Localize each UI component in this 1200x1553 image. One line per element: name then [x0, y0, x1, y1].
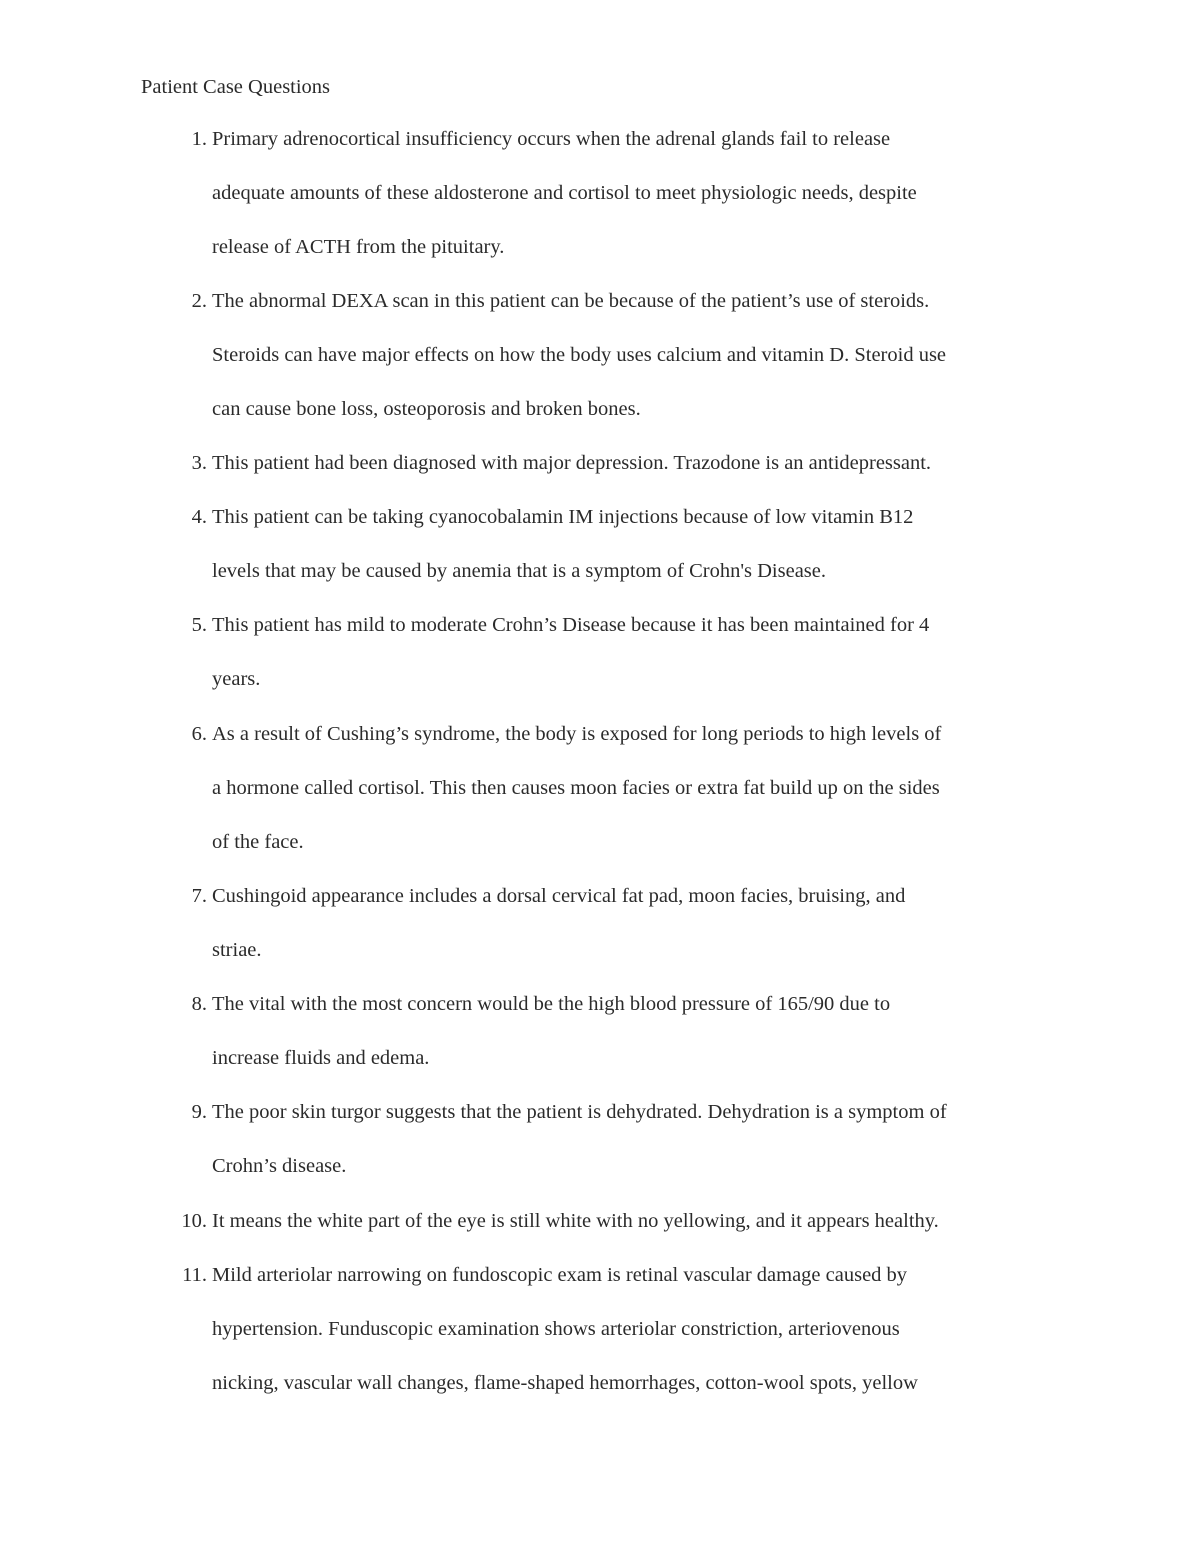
list-item-text	[212, 707, 1101, 869]
text-line: It means the white part of the eye is still white with no yellowing, and it appears healthy.	[212, 1210, 939, 1232]
list-item-number: 1.	[191, 128, 207, 150]
text-line: nicking, vascular wall changes, flame-shaped hemorrhages, cotton-wool spots, yellow	[212, 1372, 918, 1394]
list-item-number: 11.	[182, 1264, 207, 1286]
list-item-number: 3.	[191, 452, 207, 474]
text-line: Crohn’s disease.	[212, 1155, 347, 1177]
list-item-number: 2.	[191, 290, 207, 312]
list-item-text	[212, 436, 1101, 490]
list-item-text	[212, 1248, 1101, 1410]
list-item-text	[212, 274, 1101, 436]
text-line: release of ACTH from the pituitary.	[212, 236, 505, 258]
text-line: This patient can be taking cyanocobalamin IM injections because of low vitamin B12	[212, 506, 914, 528]
text-line: levels that may be caused by anemia that is a symptom of Crohn's Disease.	[212, 560, 826, 582]
text-line: Mild arteriolar narrowing on fundoscopic exam is retinal vascular damage caused by	[212, 1264, 908, 1286]
text-line: a hormone called cortisol. This then causes moon facies or extra fat build up on the sides	[212, 777, 940, 799]
list-item-text	[212, 977, 1101, 1085]
list-item-text	[212, 1194, 1101, 1248]
text-line: can cause bone loss, osteoporosis and broken bones.	[212, 398, 641, 420]
list-item-number: 4.	[191, 506, 207, 528]
text-line: adequate amounts of these aldosterone and cortisol to meet physiologic needs, despite	[212, 182, 917, 204]
text-line: striae.	[212, 939, 262, 961]
text-line: Cushingoid appearance includes a dorsal cervical fat pad, moon facies, bruising, and	[212, 885, 906, 907]
text-line: This patient has mild to moderate Crohn’s Disease because it has been maintained for 4	[212, 614, 930, 636]
text-line: Steroids can have major effects on how the body uses calcium and vitamin D. Steroid use	[212, 344, 947, 366]
text-line: years.	[212, 668, 261, 690]
text-line: The abnormal DEXA scan in this patient can be because of the patient’s use of steroids.	[212, 290, 930, 312]
text-line: increase fluids and edema.	[212, 1047, 430, 1069]
text-line: hypertension. Funduscopic examination shows arteriolar constriction, arteriovenous	[212, 1318, 900, 1340]
document-title: Patient Case Questions	[141, 76, 331, 98]
list-item-text	[212, 1085, 1101, 1193]
list-item-text	[212, 490, 1101, 598]
list-item-text	[212, 598, 1101, 706]
text-line: As a result of Cushing’s syndrome, the body is exposed for long periods to high levels of	[212, 723, 942, 745]
text-line: This patient had been diagnosed with major depression. Trazodone is an antidepressant.	[212, 452, 932, 474]
list-item-number: 6.	[191, 723, 207, 745]
text-line: of the face.	[212, 831, 304, 853]
text-line: The vital with the most concern would be the high blood pressure of 165/90 due to	[212, 993, 891, 1015]
list-item-number: 5.	[191, 614, 207, 636]
list-item-text	[212, 869, 1101, 977]
text-line: Primary adrenocortical insufficiency occurs when the adrenal glands fail to release	[212, 128, 891, 150]
list-item-number: 8.	[191, 993, 207, 1015]
list-item-number: 7.	[191, 885, 207, 907]
text-line: The poor skin turgor suggests that the patient is dehydrated. Dehydration is a symptom of	[212, 1101, 947, 1123]
list-item-number: 9.	[191, 1101, 207, 1123]
list-item-text	[212, 112, 1101, 274]
list-item-number: 10.	[181, 1210, 207, 1232]
